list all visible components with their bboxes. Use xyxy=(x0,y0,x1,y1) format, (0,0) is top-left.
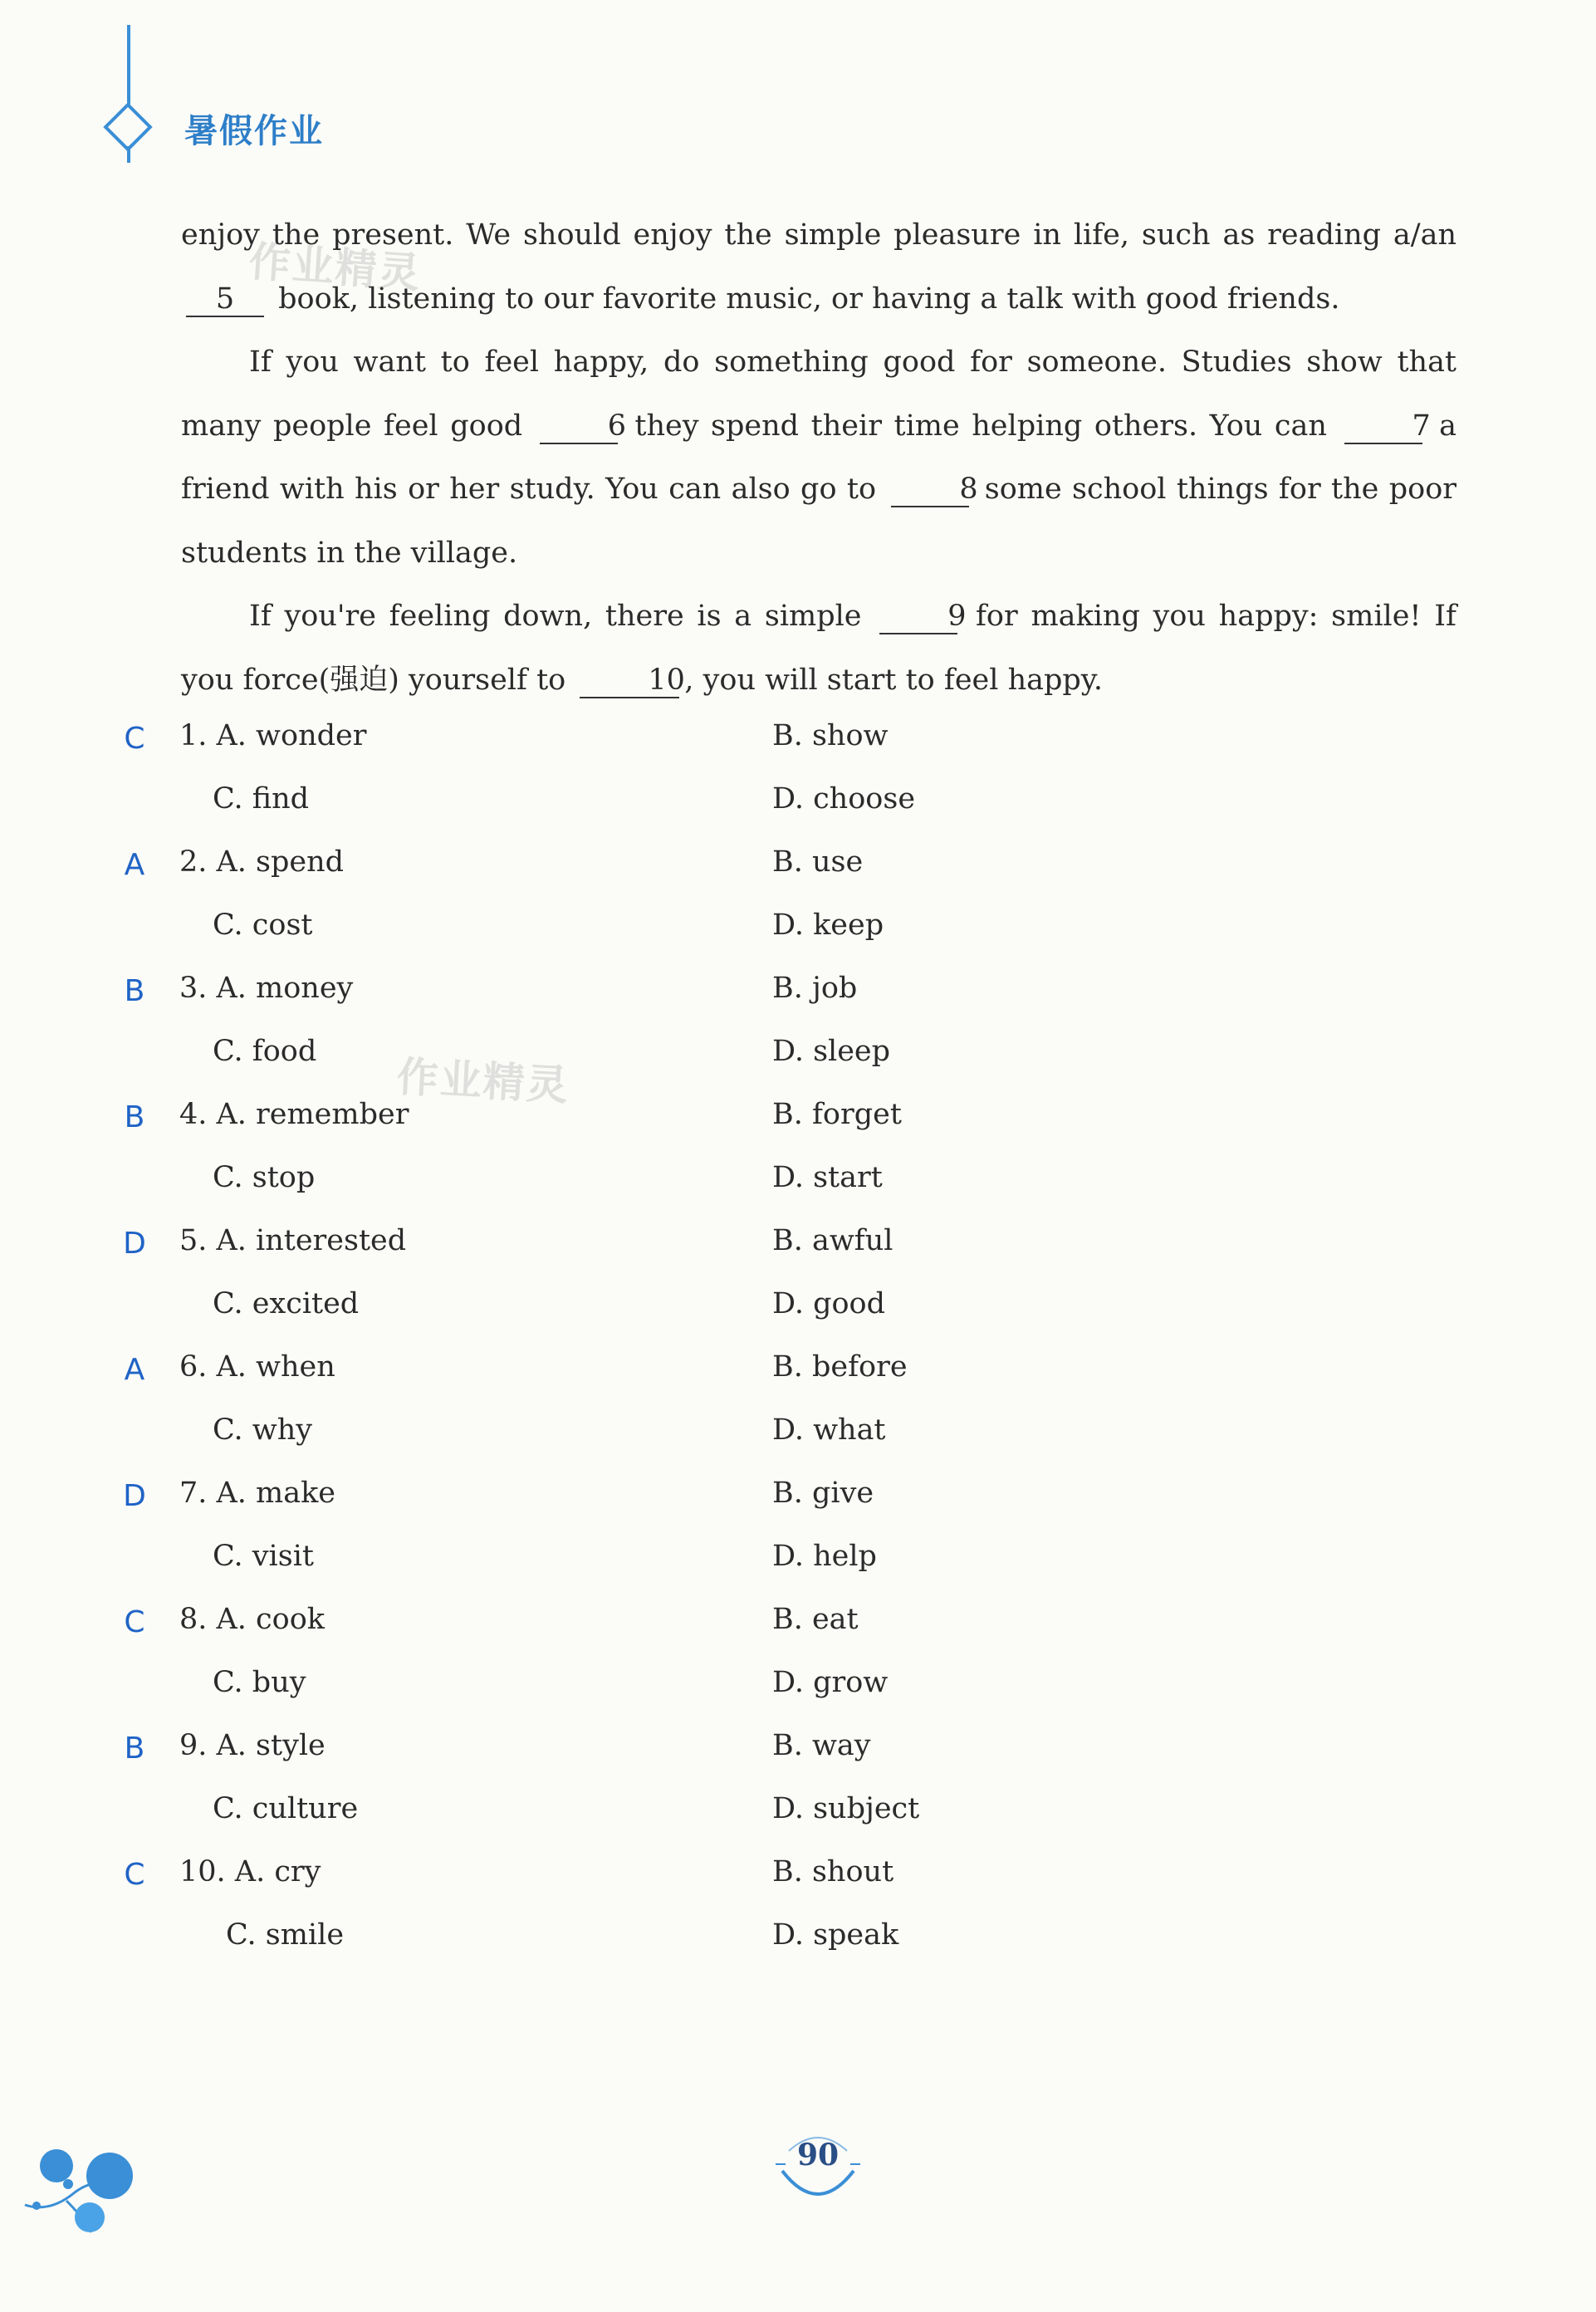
option-c: C. buy xyxy=(213,1666,306,1699)
option-a: 5. A. interested xyxy=(179,1224,407,1257)
question-row xyxy=(0,1903,1596,1967)
answer-mark: C xyxy=(124,1605,145,1639)
diamond-icon xyxy=(103,102,152,151)
answer-mark: B xyxy=(124,1100,145,1134)
option-c: C. cost xyxy=(213,909,313,942)
question-row xyxy=(0,1777,1596,1840)
blank-9: 9 xyxy=(879,600,957,634)
watermark-top: 作业精灵 xyxy=(247,237,423,298)
answer-mark: B xyxy=(124,974,145,1008)
question-row xyxy=(0,1462,1596,1525)
question-row xyxy=(0,704,1596,767)
answer-mark: A xyxy=(124,848,145,882)
question-row xyxy=(0,894,1596,957)
question-row xyxy=(0,957,1596,1020)
option-b: B. awful xyxy=(772,1224,893,1257)
option-a: 7. A. make xyxy=(179,1477,336,1510)
option-c: C. food xyxy=(213,1035,317,1068)
option-d: D. subject xyxy=(772,1792,920,1825)
header-title: 暑假作业 xyxy=(184,112,324,150)
paragraph-1: enjoy the present. We should enjoy the simple pleasure in life, such as reading a/an 5 book, listening to our favorite music, or having a talk with good friends. xyxy=(181,218,1456,316)
option-d: D. speak xyxy=(772,1918,899,1952)
question-row xyxy=(0,1146,1596,1209)
option-b: B. forget xyxy=(772,1098,902,1131)
option-c: C. excited xyxy=(213,1287,360,1320)
option-b: B. use xyxy=(772,845,864,879)
header-line xyxy=(127,25,130,111)
page-number: 90 xyxy=(796,2138,840,2172)
question-row xyxy=(0,1651,1596,1714)
blank-6: 6 xyxy=(540,409,618,444)
paragraph-2: If you want to feel happy, do something good for someone. Studies show that many people feel good 6 they spend their time helping others. You can 7 a friend with his or her study. You can also go to 8 some school things for the poor students in the village. xyxy=(181,345,1457,570)
option-d: D. start xyxy=(772,1161,883,1194)
option-d: D. good xyxy=(772,1287,886,1320)
option-b: B. before xyxy=(772,1350,908,1384)
option-a: 6. A. when xyxy=(179,1350,335,1384)
question-row xyxy=(0,1588,1596,1651)
question-row xyxy=(0,1335,1596,1398)
question-row xyxy=(0,1398,1596,1462)
answer-mark: B xyxy=(124,1732,145,1766)
option-b: B. show xyxy=(772,719,889,752)
paragraph-3: If you're feeling down, there is a simple 9 for making you happy: smile! If you force(强迫) yourself to 10, you will start to feel happy. xyxy=(181,600,1456,697)
question-row xyxy=(0,1020,1596,1083)
question-row xyxy=(0,1714,1596,1777)
question-row xyxy=(0,1209,1596,1272)
option-c: C. why xyxy=(213,1413,313,1447)
option-c: C. culture xyxy=(213,1792,359,1825)
option-d: D. choose xyxy=(772,782,916,816)
option-c: C. find xyxy=(213,782,310,816)
answer-mark: D xyxy=(123,1227,146,1261)
option-a: 10. A. cry xyxy=(179,1855,321,1888)
question-row xyxy=(0,767,1596,830)
option-d: D. help xyxy=(772,1540,877,1573)
option-a: 2. A. spend xyxy=(179,845,345,879)
blank-10: 10 xyxy=(580,664,679,698)
answer-mark: C xyxy=(124,722,145,756)
header-line-bottom xyxy=(127,146,130,163)
question-row xyxy=(0,830,1596,894)
answer-mark: C xyxy=(124,1858,145,1892)
option-b: B. shout xyxy=(772,1855,894,1888)
option-b: B. eat xyxy=(772,1603,859,1636)
blank-5: 5 xyxy=(186,282,264,317)
question-row xyxy=(0,1083,1596,1146)
option-d: D. what xyxy=(772,1413,886,1447)
option-b: B. job xyxy=(772,972,858,1005)
option-a: 9. A. style xyxy=(179,1729,326,1762)
question-row xyxy=(0,1525,1596,1588)
decorative-dots-icon xyxy=(17,2134,149,2242)
option-c: C. visit xyxy=(213,1540,314,1573)
watermark-middle: 作业精灵 xyxy=(395,1052,571,1110)
question-row xyxy=(0,1840,1596,1903)
option-b: B. give xyxy=(772,1477,874,1510)
option-b: B. way xyxy=(772,1729,871,1762)
blank-7: 7 xyxy=(1344,409,1422,444)
answer-mark: A xyxy=(124,1353,145,1387)
option-d: D. grow xyxy=(772,1666,889,1699)
option-a: 8. A. cook xyxy=(179,1603,325,1636)
option-c: C. smile xyxy=(226,1918,345,1952)
cloze-passage xyxy=(181,203,1456,712)
answer-mark: D xyxy=(123,1479,146,1513)
option-a: 1. A. wonder xyxy=(179,719,367,752)
option-a: 4. A. remember xyxy=(179,1098,409,1131)
question-row xyxy=(0,1272,1596,1335)
blank-8: 8 xyxy=(891,473,969,507)
page-number-badge xyxy=(772,2119,864,2211)
option-a: 3. A. money xyxy=(179,972,354,1005)
option-c: C. stop xyxy=(213,1161,316,1194)
option-d: D. sleep xyxy=(772,1035,891,1068)
option-d: D. keep xyxy=(772,909,884,942)
